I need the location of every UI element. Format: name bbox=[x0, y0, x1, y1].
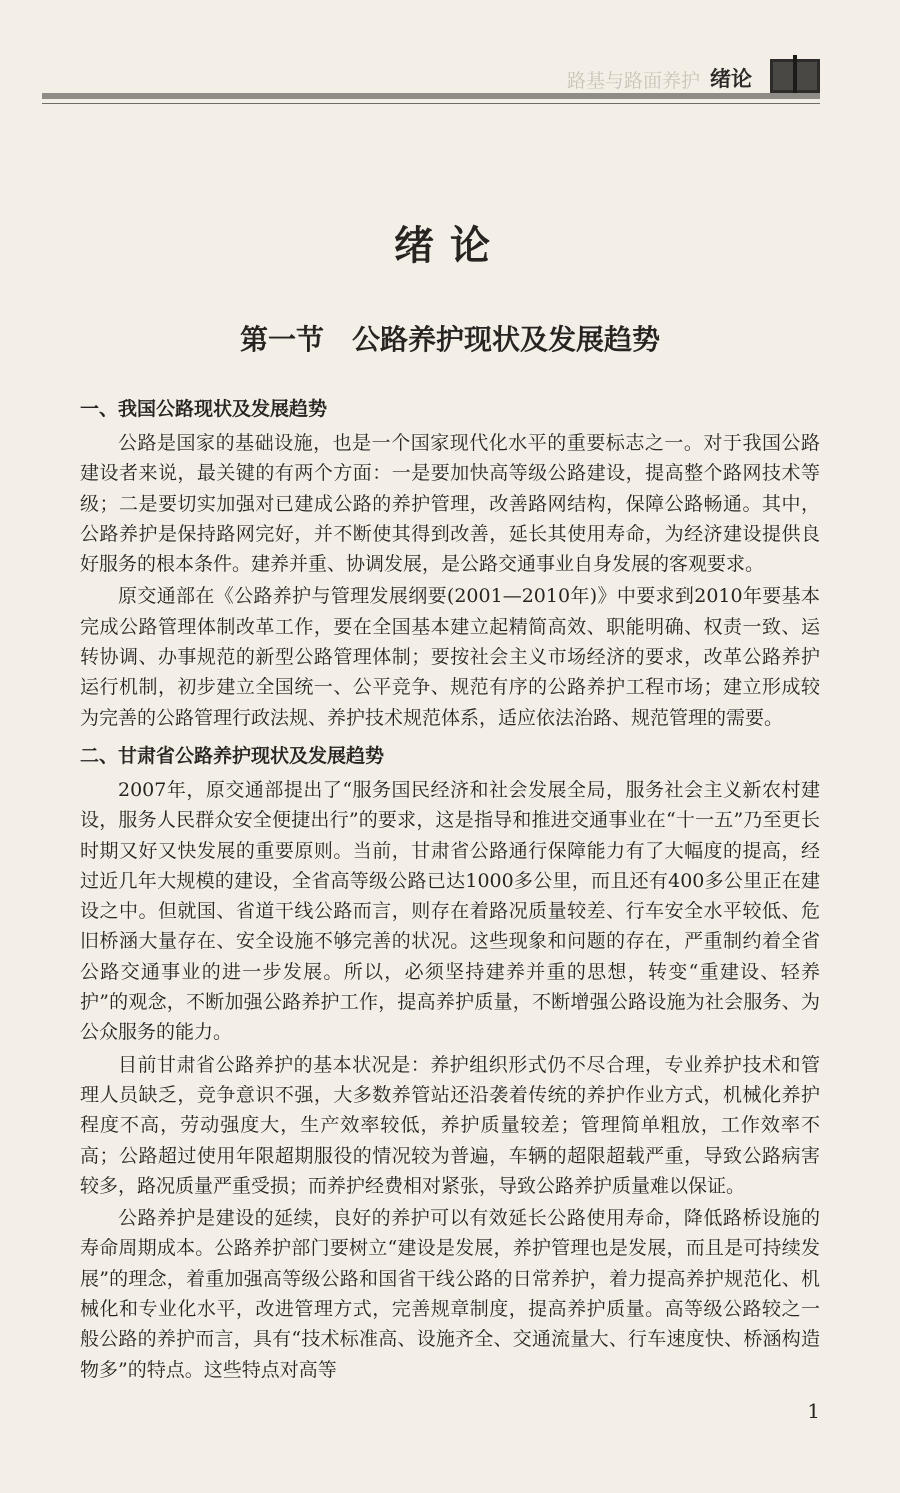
chapter-title: 绪论 bbox=[394, 222, 506, 269]
subsection-heading: 一、我国公路现状及发展趋势 bbox=[80, 398, 328, 420]
subsection-heading: 二、甘肃省公路养护现状及发展趋势 bbox=[80, 744, 385, 767]
body-text bbox=[80, 396, 820, 1385]
paragraph: 公路养护是建设的延续，良好的养护可以有效延长公路使用寿命，降低路桥设施的寿命周期成本。公路养护部门要树立“建设是发展，养护管理也是发展，而且是可持续发展”的理念，着重加强高等级公路和国省干线公路的日常养护，着力提高养护规范化、机械化和专业化水平，改进管理方式，完善规章制度，提高养护质量。高等级公路较之一般公路的养护而言，具有“技术标准高、设施齐全、交通流量大、行车速度快、桥涵构造物多”的特点。这些特点对高等 bbox=[80, 1207, 820, 1381]
section-title: 第一节 公路养护现状及发展趋势 bbox=[239, 323, 660, 356]
paragraph: 目前甘肃省公路养护的基本状况是：养护组织形式仍不尽合理，专业养护技术和管理人员缺乏，竞争意识不强，大多数养管站还沿袭着传统的养护作业方式，机械化养护程度不高，劳动强度大，生产效率较低，养护质量较差；管理简单粗放，工作效率不高；公路超过使用年限超期服役的情况较为普遍，车辆的超限超载严重，导致公路病害较多，路况质量严重受损；而养护经费相对紧张，导致公路养护质量难以保证。 bbox=[80, 1053, 820, 1197]
header-chapter: 绪论 bbox=[710, 66, 752, 91]
paragraph: 原交通部在《公路养护与管理发展纲要(2001—2010年)》中要求到2010年要基本完成公路管理体制改革工作，要在全国基本建立起精简高效、职能明确、权责一致、运转协调、办事规范的新型公路管理体制；要按社会主义市场经济的要求，改革公路养护运行机制，初步建立全国统一、公平竞争、规范有序的公路养护工程市场；建立形成较为完善的公路管理行政法规、养护技术规范体系，适应依法治路、规范管理的需要。 bbox=[80, 585, 820, 729]
paragraph: 2007年，原交通部提出了“服务国民经济和社会发展全局，服务社会主义新农村建设，服务人民群众安全便捷出行”的要求，这是指导和推进交通事业在“十一五”乃至更长时期又好又快发展的重要原则。当前，甘肃省公路通行保障能力有了大幅度的提高，经过近几年大规模的建设，全省高等级公路已达1000多公里，而且还有400多公里正在建设之中。但就国、省道干线公路而言，则存在着路况质量较差、行车安全水平较低、危旧桥涵大量存在、安全设施不够完善的状况。这些现象和问题的存在，严重制约着全省公路交通事业的进一步发展。所以，必须坚持建养并重的思想，转变“重建设、轻养护”的观念，不断加强公路养护工作，提高养护质量，不断增强公路设施为社会服务、为公众服务的能力。 bbox=[80, 778, 820, 1044]
page-number: 1 bbox=[807, 1398, 820, 1423]
header-book-title: 路基与路面养护 bbox=[566, 70, 700, 92]
paragraph: 公路是国家的基础设施，也是一个国家现代化水平的重要标志之一。对于我国公路建设者来说，最关键的有两个方面：一是要加快高等级公路建设，提高整个路网技术等级；二是要切实加强对已建成公路的养护管理，改善路网结构，保障公路畅通。其中，公路养护是保持路网完好，并不断使其得到改善，延长其使用寿命，为经济建设提供良好服务的根本条件。建养并重、协调发展，是公路交通事业自身发展的客观要求。 bbox=[80, 432, 820, 576]
